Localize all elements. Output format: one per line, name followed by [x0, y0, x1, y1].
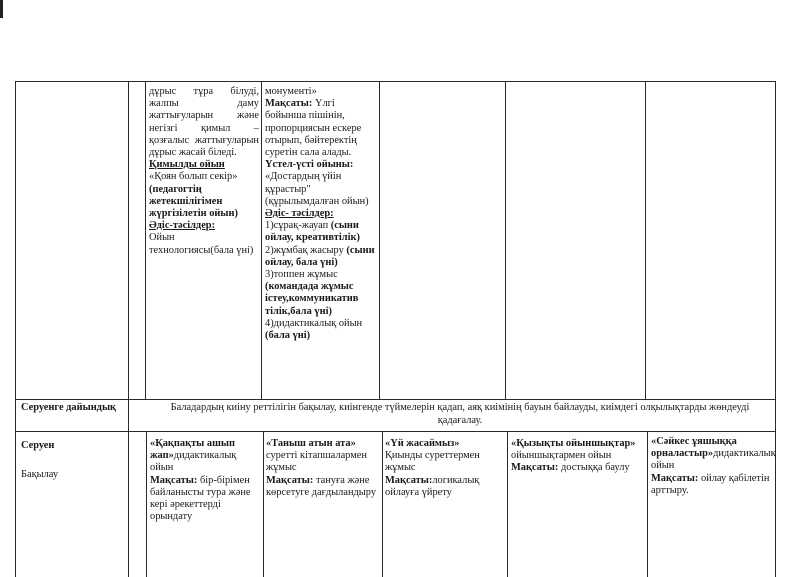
activity-goal: [266, 475, 380, 499]
walk-activity-4: [511, 438, 643, 475]
cell-art-activity: [265, 86, 377, 342]
method-2: 2)жұмбақ жасыру: [265, 244, 344, 256]
table-game-heading: Үстел-үсті ойыны:: [265, 159, 354, 171]
row-divider-walk: [15, 431, 776, 432]
method-item: [265, 220, 377, 244]
row-label-prep: Серуенге дайындық: [21, 402, 117, 413]
table-game-name: «Достардың үйін құрастыр": [265, 171, 342, 195]
cell-physical-activity: [149, 86, 259, 257]
movement-game-note: (педагогтің жетекшілігімен жүргізілетін ойын): [149, 183, 238, 220]
column-divider-3b: [263, 431, 264, 577]
methods-heading: Әдіс- тәсілдер:: [265, 208, 334, 220]
activity-2-goal-label: Мақсаты:: [266, 474, 314, 486]
activity-title: [651, 436, 776, 473]
column-divider-5b: [507, 431, 508, 577]
activity-4-goal: достыққа баулу: [560, 462, 630, 474]
art-goal-text: Үлгі бойынша пішінін, пропорциясын ескере отырып, бәйтеректің суретін сала алады.: [265, 98, 362, 159]
table-game-note: (құрылымдалған ойын): [265, 195, 369, 207]
row-label-walk: Серуен: [21, 440, 55, 451]
activity-goal: [511, 462, 643, 474]
method-3-skill: (командада жұмыс істеу,коммуникатив тілік,бала үні): [265, 281, 359, 317]
monument-line: монументі»: [265, 86, 317, 97]
activity-3-goal: логикалық ойлауға үйрету: [385, 474, 480, 498]
method-3: 3)топпен жұмыс: [265, 269, 338, 281]
row-label-observation: Бақылау: [21, 469, 59, 480]
scan-edge-mark: [0, 0, 3, 18]
activity-1-goal-label: Мақсаты:: [150, 474, 198, 486]
column-divider-1: [128, 81, 129, 577]
table-right-border: [775, 81, 776, 577]
activity-5-goal-label: Мақсаты:: [651, 472, 699, 484]
column-divider-6b: [647, 431, 648, 577]
methods-heading: Әдіс-тәсілдер:: [149, 220, 216, 232]
activity-2-goal: тануға және көрсетуге дағдыландыру: [266, 474, 377, 498]
column-divider-6: [645, 81, 646, 399]
activity-5-title: «Сәйкес ұяшыққа орналастыр»: [651, 436, 737, 460]
activity-1-title: «Қақпақты ашып жап»: [150, 438, 235, 462]
activity-3-title: «Үй жасаймыз»: [385, 438, 460, 449]
walk-activity-3: [385, 438, 503, 499]
activity-goal: [385, 475, 503, 499]
activity-title: [511, 438, 643, 450]
walk-activity-1: [150, 438, 262, 523]
method-item: [265, 269, 377, 318]
activity-2-title: «Таныш атын ата»: [266, 438, 356, 449]
activity-description: дұрыс тұра білуді, жалпы даму жаттығуларын және негізгі қимыл – қозғалыс жаттығуларын дұрыс жасай біледі.: [149, 86, 259, 159]
column-divider-3: [261, 81, 262, 399]
activity-1-goal: бір-бірімен байланысты тура және кері әрекеттерді орындату: [150, 474, 251, 523]
method-4-skill: (бала үні): [265, 330, 311, 342]
activity-title: [266, 438, 380, 475]
movement-game-heading: Қимылды ойын: [149, 159, 225, 171]
methods-text: Ойын технологиясы(бала үні): [149, 232, 254, 256]
activity-2-type: суретті кітапшалармен жұмыс: [266, 450, 367, 474]
art-goal: [265, 98, 377, 159]
activity-goal: [150, 475, 262, 524]
column-divider-4b: [382, 431, 383, 577]
art-goal-label: Мақсаты:: [265, 98, 313, 110]
column-divider-2b: [146, 431, 147, 577]
activity-5-goal: ойлау қабілетін арттыру.: [651, 472, 770, 496]
activity-title: [385, 438, 503, 450]
column-divider-4: [379, 81, 380, 399]
column-divider-2: [145, 81, 146, 399]
table-top-border: [15, 81, 776, 82]
activity-type: ойыншықтармен ойын: [511, 450, 612, 462]
activity-1-type: дидактикалық ойын: [150, 450, 237, 474]
activity-5-type: дидактикалық ойын: [651, 448, 776, 472]
method-1: 1)сұрақ-жауап: [265, 220, 329, 232]
method-4: 4)дидактикалық ойын: [265, 317, 363, 329]
activity-title: [150, 438, 262, 475]
activity-goal: [651, 473, 773, 497]
walk-activity-2: [266, 438, 380, 499]
method-2-skill: (сыни ойлау, бала үні): [265, 244, 375, 268]
row-divider-prep: [15, 399, 776, 400]
activity-4-goal-label: Мақсаты:: [511, 462, 559, 474]
method-item: [265, 245, 377, 269]
walk-activity-5: [651, 436, 776, 497]
table-left-border: [15, 81, 16, 577]
activity-3-goal-label: Мақсаты:: [385, 474, 433, 486]
activity-type: Қиынды суреттермен жұмыс: [385, 450, 480, 474]
activity-4-title: «Қызықты ойыншықтар»: [511, 438, 636, 449]
method-1-skill: (сыни ойлау, креативтілік): [265, 220, 360, 244]
prep-instructions: Баладардың киіну реттілігін бақылау, киінгенде түймелерін қадап, аяқ киімінің бауын байлауды, киімдегі олқылықтарды жөндеуді қадағалау.: [170, 402, 750, 426]
movement-game-name: «Қоян болып секір»: [149, 171, 238, 183]
method-item: [265, 318, 377, 342]
column-divider-5: [505, 81, 506, 399]
